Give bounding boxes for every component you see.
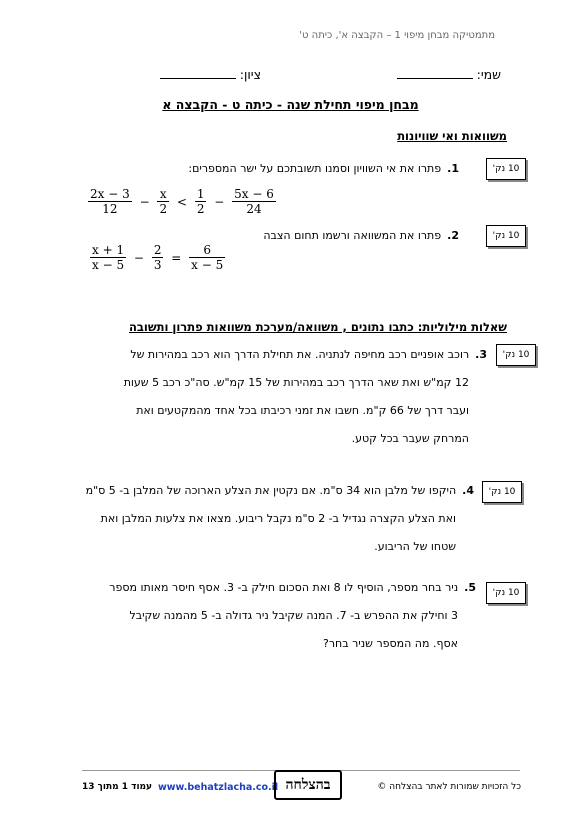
name-label: שמי: — [476, 67, 501, 82]
question-text: פתרו את המשוואה ורשמו תחום הצבה — [263, 229, 442, 242]
question-line: המרחק שעבר בכל קטע. — [351, 432, 469, 445]
q2-equation — [88, 243, 227, 272]
points-box: 10 נק' — [486, 582, 526, 604]
operator: − — [214, 194, 225, 209]
points-box: 10 נק' — [486, 225, 526, 247]
operator: − — [133, 250, 144, 265]
fraction: $\frac{1}{2}$ — [196, 187, 205, 216]
fraction: $\frac{2}{3}$ — [153, 243, 162, 272]
grade-blank[interactable] — [160, 66, 236, 79]
section-heading-equations: משוואות ואי שוויונות — [397, 129, 507, 143]
question-line: ואת הצלע הקצרה נגדיל ב- 2 ס"מ נקבל ריבוע. מצאו את צלעות המלבן ואת — [100, 512, 456, 525]
fraction: $\frac{2x - 3}{12}$ — [90, 187, 130, 216]
page-title: מבחן מיפוי תחילת שנה - כיתה ט - הקבצה א — [162, 97, 419, 112]
section-heading-word-problems: שאלות מילוליות: כתבו נתונים , משוואה/מערכת משוואות פתרון ותשובה — [129, 320, 507, 334]
operator: < — [176, 194, 187, 209]
fraction: $\frac{x + 1}{x - 5}$ — [92, 243, 125, 272]
question-line: ניר בחר מספר, הוסיף לו 8 ואת הסכום חילק ב- 3. אסף חיסר מאותו מספר — [109, 581, 459, 594]
points-box: 10 נק' — [486, 158, 526, 180]
question-2 — [263, 222, 459, 250]
site-link[interactable]: www.behatzlacha.co.il — [158, 782, 279, 793]
grade-label: ציון: — [239, 67, 261, 82]
name-field — [397, 66, 501, 82]
question-line: 12 קמ"ש ואת שאר הדרך רכב במהירות של 15 קמ"ש. סה"כ רכב 5 שעות — [123, 376, 469, 389]
question-number: 1. — [447, 162, 459, 175]
q1-inequality — [86, 187, 278, 216]
question-number: 2. — [447, 229, 459, 242]
operator: − — [139, 194, 150, 209]
fraction: $\frac{5x - 6}{24}$ — [234, 187, 274, 216]
question-number: 3. — [475, 348, 487, 361]
question-number: 4. — [462, 484, 474, 497]
question-number: 5. — [464, 581, 476, 594]
grade-field — [160, 66, 261, 82]
fraction: $\frac{6}{x - 5}$ — [191, 243, 224, 272]
question-3 — [67, 341, 487, 453]
copyright-notice: כל הזכויות שמורות לאתר בהצלחה © — [377, 782, 521, 792]
question-line: 3 וחילק את ההפרש ב- 7. המנה שקיבל ניר גדולה ב- 5 מהמנה שקיבל — [129, 609, 458, 622]
points-box: 10 נק' — [482, 481, 522, 503]
operator: = — [171, 250, 182, 265]
name-blank[interactable] — [397, 66, 473, 79]
header-top-line: מתמטיקה מבחן מיפוי 1 – הקבצה א', כיתה ט' — [299, 30, 495, 41]
site-logo: בהצלחה — [274, 770, 342, 800]
question-4 — [54, 477, 474, 561]
name-grade-row — [0, 66, 581, 86]
question-line: רוכב אופניים רכב מחיפה לנתניה. את תחילת הדרך הוא רכב במהירות של — [130, 348, 470, 361]
page-counter: עמוד 1 מתוך 13 — [82, 782, 153, 792]
question-line: אסף. מה המספר שניר בחר? — [322, 637, 458, 650]
question-5 — [56, 574, 476, 658]
question-text: פתרו את אי השוויון וסמנו תשובתכם על ישר המספרים: — [188, 162, 442, 175]
question-line: היקפו של מלבן הוא 34 ס"מ. אם נקטין את הצלע הארוכה של המלבן ב- 5 ס"מ — [85, 484, 457, 497]
question-1 — [188, 155, 459, 183]
points-box: 10 נק' — [496, 344, 536, 366]
question-line: שטחו של הריבוע. — [374, 540, 456, 553]
question-line: ועבר דרך של 66 ק"מ. חשבו את זמני רכיבתו בכל אחד מהמקטעים ואת — [136, 404, 469, 417]
fraction: $\frac{x}{2}$ — [159, 187, 168, 216]
